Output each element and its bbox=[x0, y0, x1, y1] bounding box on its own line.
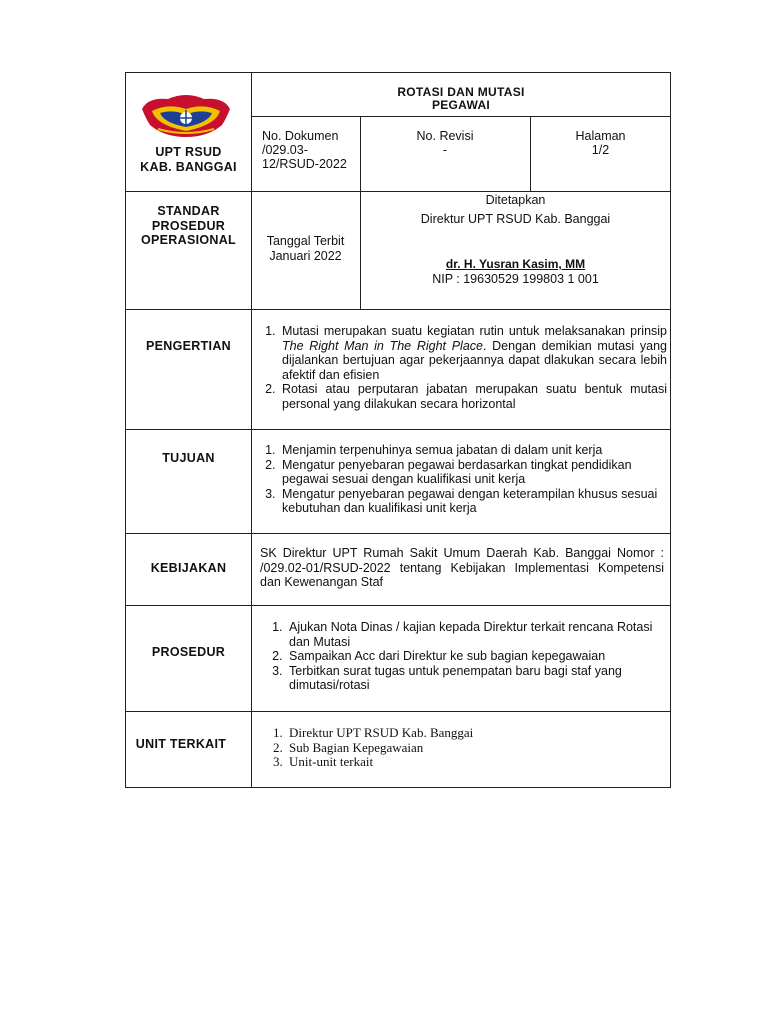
unit-terkait-content bbox=[264, 726, 664, 770]
divider bbox=[251, 73, 252, 787]
ditetapkan: Ditetapkan bbox=[485, 193, 546, 207]
list-item: 3. Terbitkan surat tugas untuk penempatan baru bagi staf yang dimutasi/rotasi bbox=[286, 664, 664, 693]
spo-label: STANDAR PROSEDUR OPERASIONAL bbox=[141, 204, 236, 247]
list-item: 1. Mutasi merupakan suatu kegiatan rutin untuk melaksanakan prinsip The Right Man in The Right Place. Dengan demikian mutasi yang dijalankan bertujuan agar pekerjaannya dapat dlakukan secara lebih afektif dan efisien bbox=[279, 324, 667, 382]
divider bbox=[126, 309, 671, 310]
divider bbox=[251, 191, 671, 192]
org-name: UPT RSUD KAB. BANGGAI bbox=[140, 145, 237, 174]
prosedur-label: PROSEDUR bbox=[151, 645, 226, 659]
kebijakan-label: KEBIJAKAN bbox=[150, 561, 227, 575]
halaman: Halaman 1/2 bbox=[575, 129, 626, 157]
divider bbox=[126, 711, 671, 712]
prosedur-content bbox=[264, 620, 664, 693]
director-title: Direktur UPT RSUD Kab. Banggai bbox=[420, 212, 611, 226]
director-name: dr. H. Yusran Kasim, MM bbox=[445, 257, 586, 271]
list-item: 2. Sampaikan Acc dari Direktur ke sub bagian kepegawaian bbox=[286, 649, 664, 664]
kabupaten-banggai-emblem bbox=[138, 89, 234, 139]
tujuan-label: TUJUAN bbox=[162, 451, 215, 465]
tujuan-content bbox=[257, 443, 671, 516]
kebijakan-content: SK Direktur UPT Rumah Sakit Umum Daerah Kab. Banggai Nomor : /029.02-01/RSUD-2022 tentang Kebijakan Implementasi Kompetensi dan Kewenangan Staf bbox=[260, 546, 664, 589]
list-item: 2. Sub Bagian Kepegawaian bbox=[286, 741, 664, 756]
divider bbox=[126, 605, 671, 606]
unit-terkait-label: UNIT TERKAIT bbox=[135, 737, 227, 751]
divider bbox=[126, 191, 251, 192]
list-item: 1. Menjamin terpenuhinya semua jabatan di dalam unit kerja bbox=[279, 443, 671, 458]
list-item: 2. Rotasi atau perputaran jabatan merupakan suatu bentuk mutasi personal yang dilakukan secara horizontal bbox=[279, 382, 667, 411]
tanggal-terbit: Tanggal Terbit Januari 2022 bbox=[266, 234, 345, 263]
list-item: 3. Unit-unit terkait bbox=[286, 755, 664, 770]
list-item: 2. Mengatur penyebaran pegawai berdasarkan tingkat pendidikan pegawai sesuai dengan kualifikasi unit kerja bbox=[279, 458, 671, 487]
divider bbox=[126, 429, 671, 430]
list-item: 1. Ajukan Nota Dinas / kajian kepada Direktur terkait rencana Rotasi dan Mutasi bbox=[286, 620, 664, 649]
divider bbox=[126, 533, 671, 534]
no-revisi: No. Revisi - bbox=[416, 129, 474, 157]
list-item: 3. Mengatur penyebaran pegawai dengan keterampilan khusus sesuai kebutuhan dan kualifikasi unit kerja bbox=[279, 487, 671, 516]
sop-document bbox=[125, 72, 671, 788]
list-item: 1. Direktur UPT RSUD Kab. Banggai bbox=[286, 726, 664, 741]
no-dokumen: No. Dokumen /029.03- 12/RSUD-2022 bbox=[262, 129, 347, 171]
document-title: ROTASI DAN MUTASI PEGAWAI bbox=[397, 85, 525, 112]
pengertian-content bbox=[257, 324, 667, 411]
divider bbox=[251, 116, 671, 117]
director-nip: NIP : 19630529 199803 1 001 bbox=[432, 272, 599, 286]
pengertian-label: PENGERTIAN bbox=[146, 339, 231, 353]
